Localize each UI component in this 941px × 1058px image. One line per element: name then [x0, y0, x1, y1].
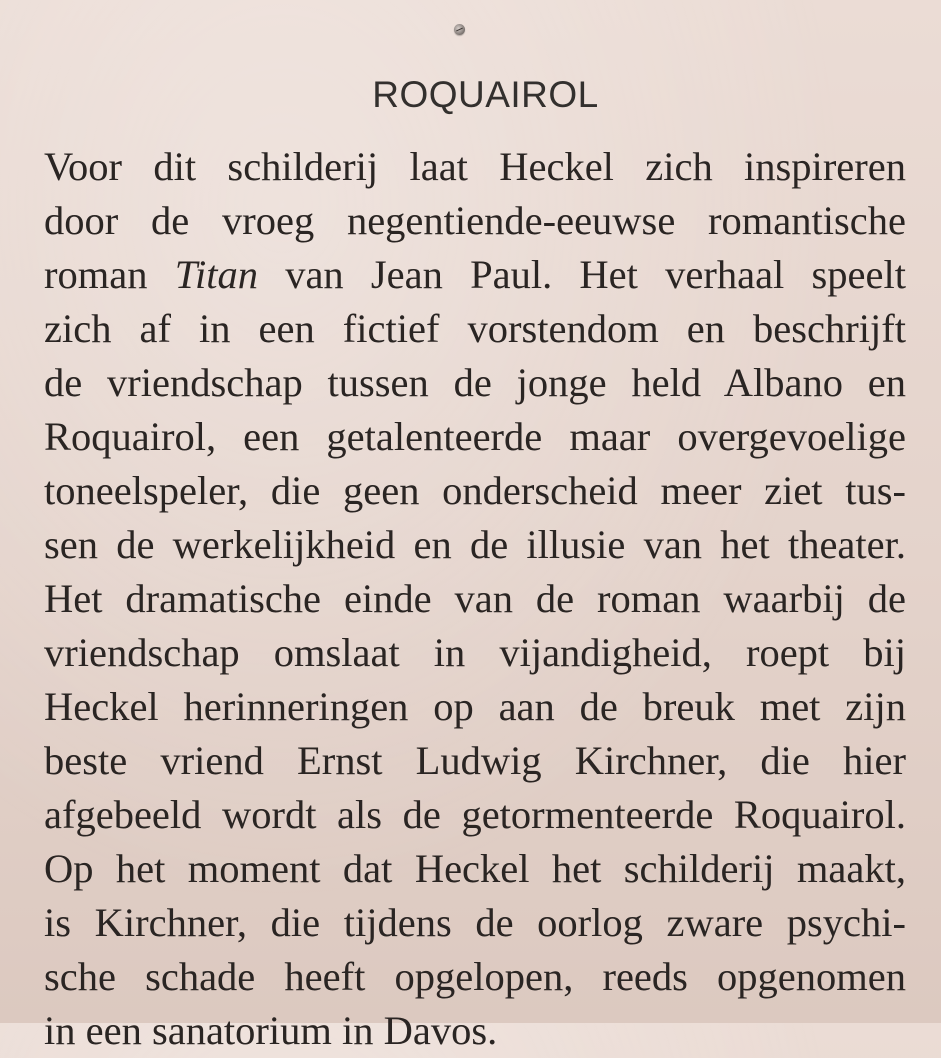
text-segment: van Jean Paul. Het verhaal speelt [257, 252, 906, 297]
text-segment: is Kirchner, die tijdens de oorlog zware psychi- [44, 900, 906, 945]
label-title: ROQUAIROL [372, 74, 599, 115]
text-line [44, 356, 906, 410]
text-line [44, 1004, 906, 1058]
text-segment: Voor dit schilderij laat Heckel zich inspireren [44, 144, 906, 189]
text-segment: sche schade heeft opgelopen, reeds opgenomen [44, 954, 906, 999]
text-line [44, 842, 906, 896]
text-line [44, 248, 906, 302]
text-segment: vriendschap omslaat in vijandigheid, roept bij [44, 630, 906, 675]
text-segment: zich af in een fictief vorstendom en beschrijft [44, 306, 906, 351]
text-line [44, 194, 906, 248]
text-segment: Heckel herinneringen op aan de breuk met zijn [44, 684, 906, 729]
text-segment: afgebeeld wordt als de getormenteerde Roquairol. [44, 792, 906, 837]
text-segment: Het dramatische einde van de roman waarbij de [44, 576, 906, 621]
text-segment: de vriendschap tussen de jonge held Albano en [44, 360, 906, 405]
text-line [44, 410, 906, 464]
text-segment: in een sanatorium in Davos. [44, 1008, 498, 1053]
text-line [44, 626, 906, 680]
text-segment: roman [44, 252, 175, 297]
text-line [44, 302, 906, 356]
text-segment: beste vriend Ernst Ludwig Kirchner, die hier [44, 738, 906, 783]
text-segment: door de vroeg negentiende-eeuwse romantische [44, 198, 906, 243]
text-line [44, 518, 906, 572]
text-segment: sen de werkelijkheid en de illusie van het theater. [44, 522, 906, 567]
book-title-italic: Titan [174, 252, 258, 297]
text-line [44, 464, 906, 518]
text-line [44, 734, 906, 788]
text-segment: Roquairol, een getalenteerde maar overgevoelige [44, 414, 906, 459]
screw-icon [454, 24, 465, 35]
text-line [44, 572, 906, 626]
text-line [44, 950, 906, 1004]
text-segment: toneelspeler, die geen onderscheid meer ziet tus- [44, 468, 906, 513]
text-line [44, 788, 906, 842]
text-line [44, 896, 906, 950]
text-line [44, 680, 906, 734]
text-segment: Op het moment dat Heckel het schilderij maakt, [44, 846, 906, 891]
label-body-text [44, 140, 906, 1058]
text-line [44, 140, 906, 194]
